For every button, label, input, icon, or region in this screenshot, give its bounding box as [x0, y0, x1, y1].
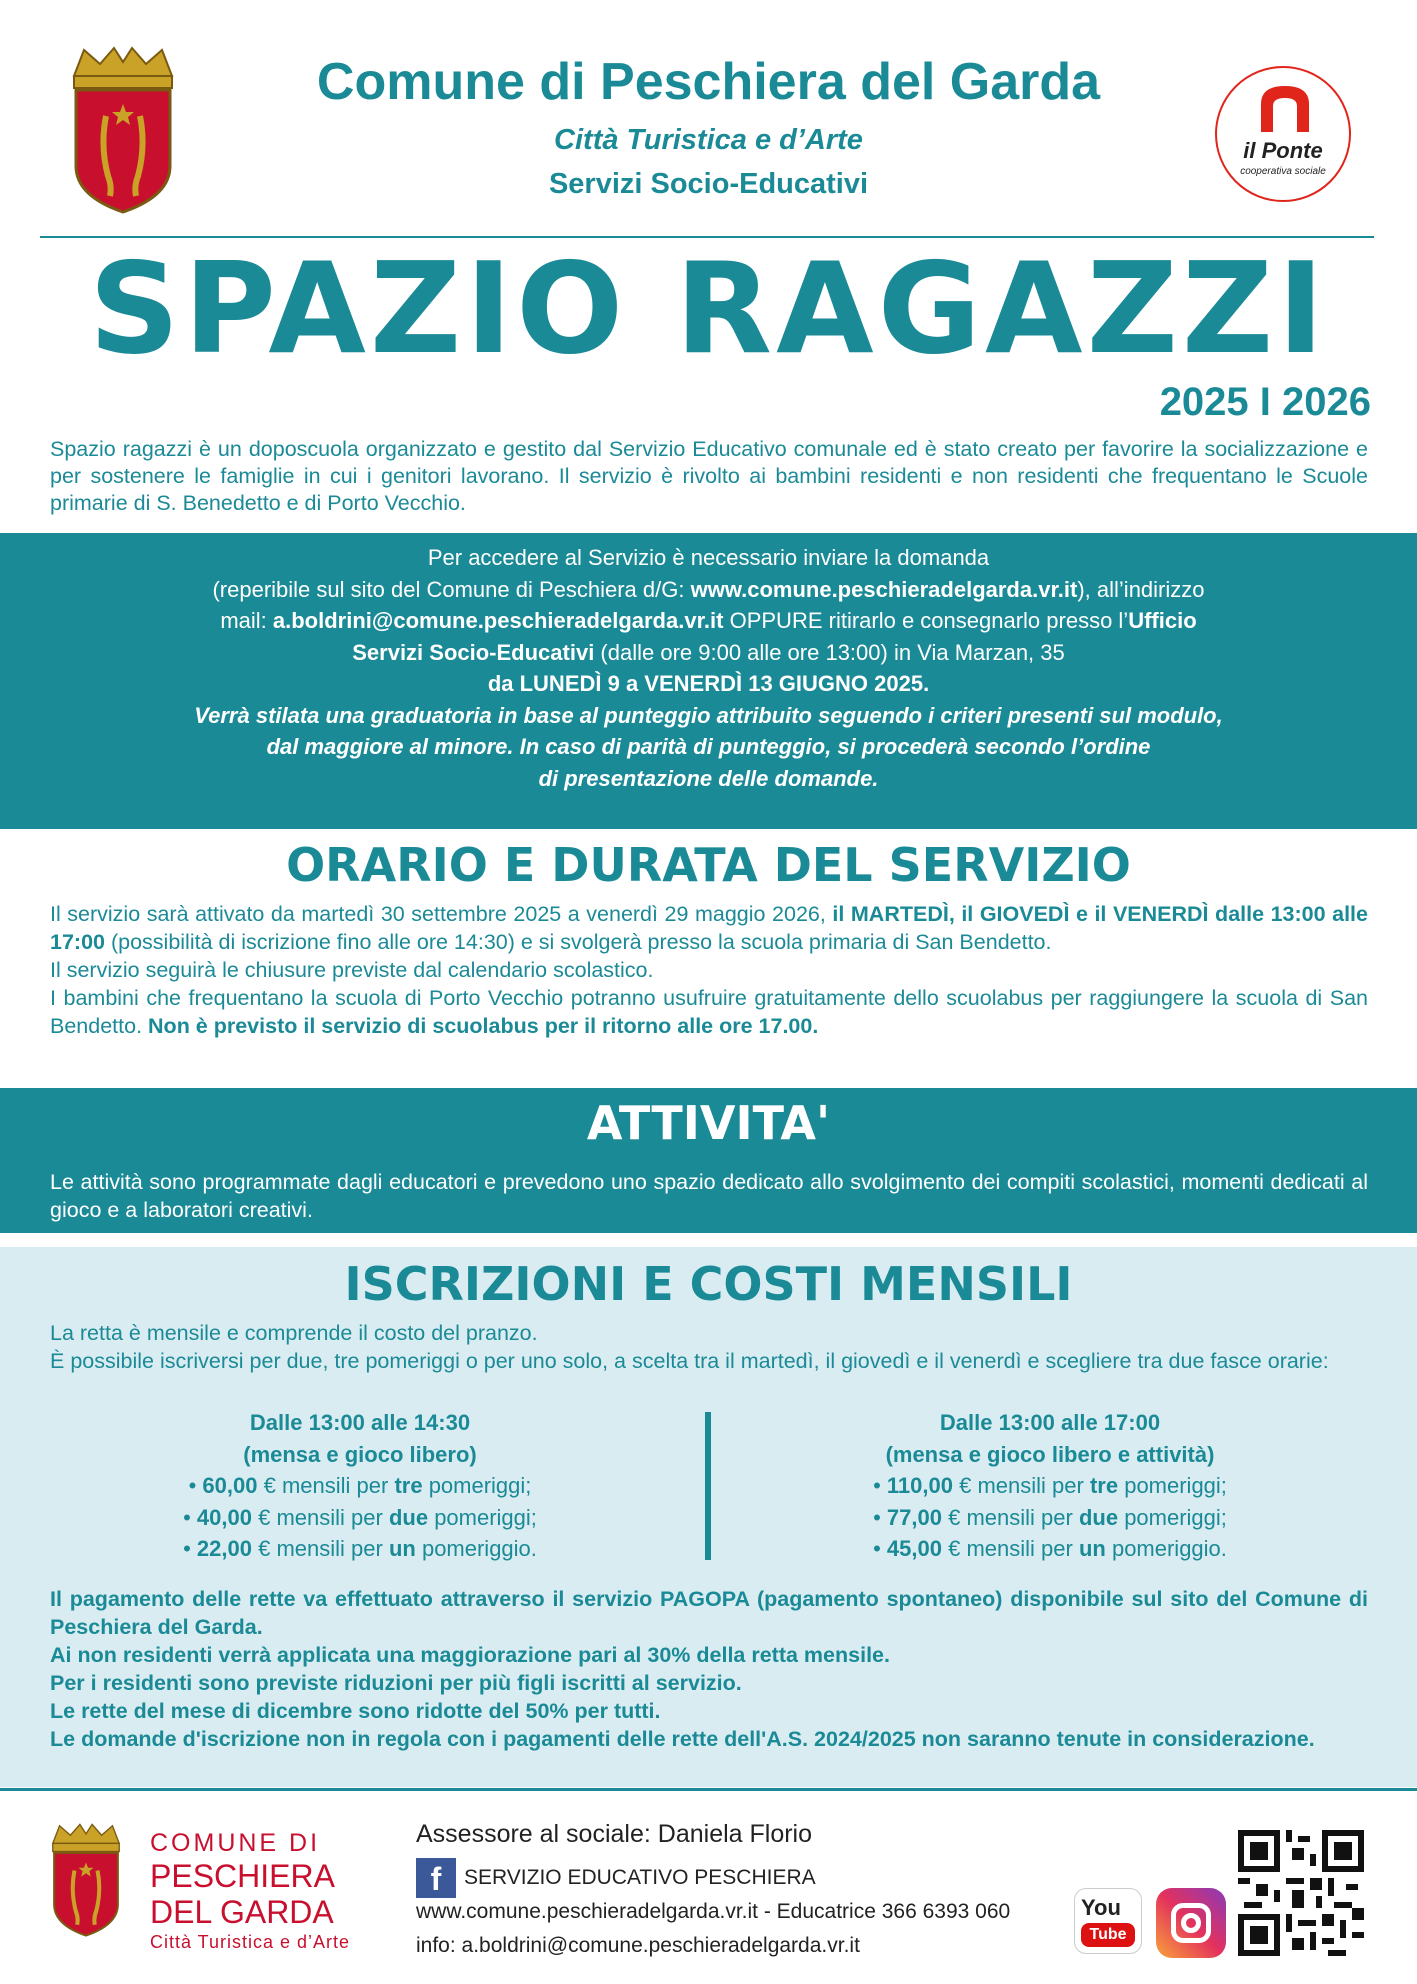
section-title-costi: ISCRIZIONI E COSTI MENSILI	[344, 1257, 1073, 1311]
payment-note: Le domande d'iscrizione non in regola con i pagamenti delle rette dell'A.S. 2024/2025 non saranno tenute in considerazione.	[50, 1727, 1315, 1751]
column-divider	[705, 1412, 711, 1560]
price-item: • 40,00 € mensili per due pomeriggi;	[183, 1504, 537, 1530]
facebook-row[interactable]	[416, 1858, 816, 1898]
costi-block	[0, 1247, 1417, 1787]
apply-line-1: Per accedere al Servizio è necessario inviare la domanda	[427, 545, 990, 570]
poster-title: SPAZIO RAGAZZI	[88, 235, 1329, 382]
orario-p1a: Il servizio sarà attivato da martedì 30 settembre 2025 a venerdì 29 maggio 2026,	[50, 902, 833, 926]
email-contact-line[interactable]: info: a.boldrini@comune.peschieradelgarda.vr.it	[416, 1934, 860, 1957]
price-item: • 110,00 € mensili per tre pomeriggi;	[873, 1473, 1227, 1498]
ranking-line-3: di presentazione delle domande.	[538, 765, 879, 791]
apply-line-4: (dalle ore 9:00 alle ore 13:00) in Via Marzan, 35	[594, 639, 1065, 665]
office-name-b: Servizi Socio-Educativi	[352, 639, 595, 665]
price-column-short-subheading: (mensa e gioco libero)	[243, 1441, 477, 1467]
website-contact-line[interactable]: www.comune.peschieradelgarda.vr.it - Educatrice 366 6393 060	[416, 1900, 1011, 1923]
page-subtitle: Città Turistica e d’Arte	[554, 124, 863, 156]
orario-p3a: I bambini che frequentano la scuola di Porto Vecchio potranno usufruire gratuitamente dello scuolabus per raggiungere la scuola di San Bendetto.	[50, 986, 1368, 1038]
wordmark-line-1: COMUNE DI	[150, 1829, 321, 1857]
facebook-icon[interactable]: f	[416, 1858, 456, 1898]
facebook-page-label[interactable]: SERVIZIO EDUCATIVO PESCHIERA	[464, 1866, 816, 1889]
instagram-icon[interactable]	[1156, 1888, 1226, 1958]
qr-code-icon[interactable]	[1238, 1830, 1364, 1956]
ranking-line-2: dal maggiore al minore. In caso di parità di punteggio, si procederà secondo l’ordine	[266, 734, 1151, 759]
orario-p3-bold: Non è previsto il servizio di scuolabus per il ritorno alle ore 17.00.	[148, 1014, 819, 1038]
email-link[interactable]: a.boldrini@comune.peschieradelgarda.vr.it	[272, 608, 724, 633]
apply-line-3a: mail:	[220, 608, 273, 633]
payment-note: Ai non residenti verrà applicata una maggiorazione pari al 30% della retta mensile.	[50, 1643, 890, 1667]
price-item: • 77,00 € mensili per due pomeriggi;	[873, 1504, 1227, 1530]
payment-note: Per i residenti sono previste riduzioni per più figli iscritti al servizio.	[50, 1671, 742, 1695]
youtube-icon-top-text: You	[1081, 1895, 1121, 1920]
costi-intro-2: È possibile iscriversi per due, tre pomeriggi o per uno solo, a scelta tra il martedì, il giovedì e il venerdì e scegliere tra due fasce orarie:	[50, 1349, 1329, 1373]
price-column-full	[770, 1407, 1330, 1565]
comune-wordmark	[150, 1828, 350, 1954]
il-ponte-logo-text: il Ponte	[1243, 138, 1323, 163]
price-column-full-subheading: (mensa e gioco libero e attività)	[885, 1441, 1215, 1467]
attivita-text: Le attività sono programmate dagli educatori e prevedono uno spazio dedicato allo svolgimento dei compiti scolastici, momenti dedicati al gioco e a laboratori creativi.	[50, 1170, 1368, 1222]
costi-intro-1: La retta è mensile e comprende il costo del pranzo.	[50, 1321, 538, 1345]
application-dates: da LUNEDÌ 9 a VENERDÌ 13 GIUGNO 2025.	[487, 671, 930, 696]
payment-note: Le rette del mese di dicembre sono ridotte del 50% per tutti.	[50, 1699, 661, 1723]
website-link[interactable]: www.comune.peschieradelgarda.vr.it	[690, 576, 1078, 602]
payment-note: Il pagamento delle rette va effettuato attraverso il servizio PAGOPA (pagamento spontaneo) disponibile sul sito del Comune di Peschiera del Garda.	[50, 1587, 1368, 1639]
apply-line-2b: ), all’indirizzo	[1077, 576, 1205, 602]
price-column-short-heading: Dalle 13:00 alle 14:30	[249, 1410, 471, 1435]
price-item: • 60,00 € mensili per tre pomeriggi;	[188, 1473, 532, 1498]
orario-p2: Il servizio seguirà le chiusure previste dal calendario scolastico.	[50, 958, 654, 982]
price-column-short	[80, 1407, 640, 1565]
wordmark-line-2: PESCHIERA	[150, 1858, 335, 1894]
wordmark-line-4: Città Turistica e d’Arte	[150, 1932, 351, 1952]
intro-paragraph: Spazio ragazzi è un doposcuola organizzato e gestito dal Servizio Educativo comunale ed è stato creato per favorire la socializzazione e per sostenere le famiglie in cui i genitori lavorano. Il servizio è rivolto ai bambini residenti e non residenti che frequentano le Scuole primarie di S. Benedetto e di Porto Vecchio.	[50, 437, 1368, 515]
costi-intro	[50, 1319, 1368, 1375]
assessore-line: Assessore al sociale: Daniela Florio	[416, 1820, 813, 1848]
price-item: • 45,00 € mensili per un pomeriggio.	[873, 1536, 1227, 1561]
footer-divider	[0, 1788, 1417, 1791]
section-title-attivita: ATTIVITA'	[586, 1096, 831, 1150]
page-title: Comune di Peschiera del Garda	[316, 53, 1101, 111]
price-item: • 22,00 € mensili per un pomeriggio.	[183, 1536, 537, 1561]
comune-crest-logo-small	[46, 1820, 126, 1940]
il-ponte-logo-subtext: cooperativa sociale	[1240, 166, 1326, 177]
youtube-icon-bottom-text: Tube	[1081, 1923, 1135, 1947]
apply-line-2a: (reperibile sul sito del Comune di Peschiera d/G:	[212, 576, 691, 602]
section-title-orario: ORARIO E DURATA DEL SERVIZIO	[286, 838, 1131, 892]
attivita-block	[0, 1088, 1417, 1233]
office-name-a: Ufficio	[1128, 608, 1197, 633]
youtube-icon[interactable]	[1074, 1888, 1142, 1954]
ranking-line-1: Verrà stilata una graduatoria in base al punteggio attribuito seguendo i criteri presenti sul modulo,	[194, 702, 1223, 728]
application-info-block	[0, 533, 1417, 829]
apply-line-3b: OPPURE ritirarlo e consegnarlo presso l’	[723, 608, 1129, 633]
orario-text	[50, 900, 1368, 1040]
payment-notes	[50, 1585, 1368, 1753]
il-ponte-logo	[1215, 66, 1351, 202]
wordmark-line-3: DEL GARDA	[150, 1894, 334, 1930]
price-column-full-heading: Dalle 13:00 alle 17:00	[939, 1410, 1161, 1435]
department-name: Servizi Socio-Educativi	[548, 168, 869, 200]
orario-days: il MARTEDÌ, il GIOVEDÌ e il VENERDÌ dalle 13:00 alle 17:00	[50, 902, 1368, 954]
orario-p1b: (possibilità di iscrizione fino alle ore 14:30) e si svolgerà presso la scuola primaria di San Bendetto.	[105, 930, 1052, 954]
school-year: 2025 I 2026	[1159, 380, 1371, 424]
